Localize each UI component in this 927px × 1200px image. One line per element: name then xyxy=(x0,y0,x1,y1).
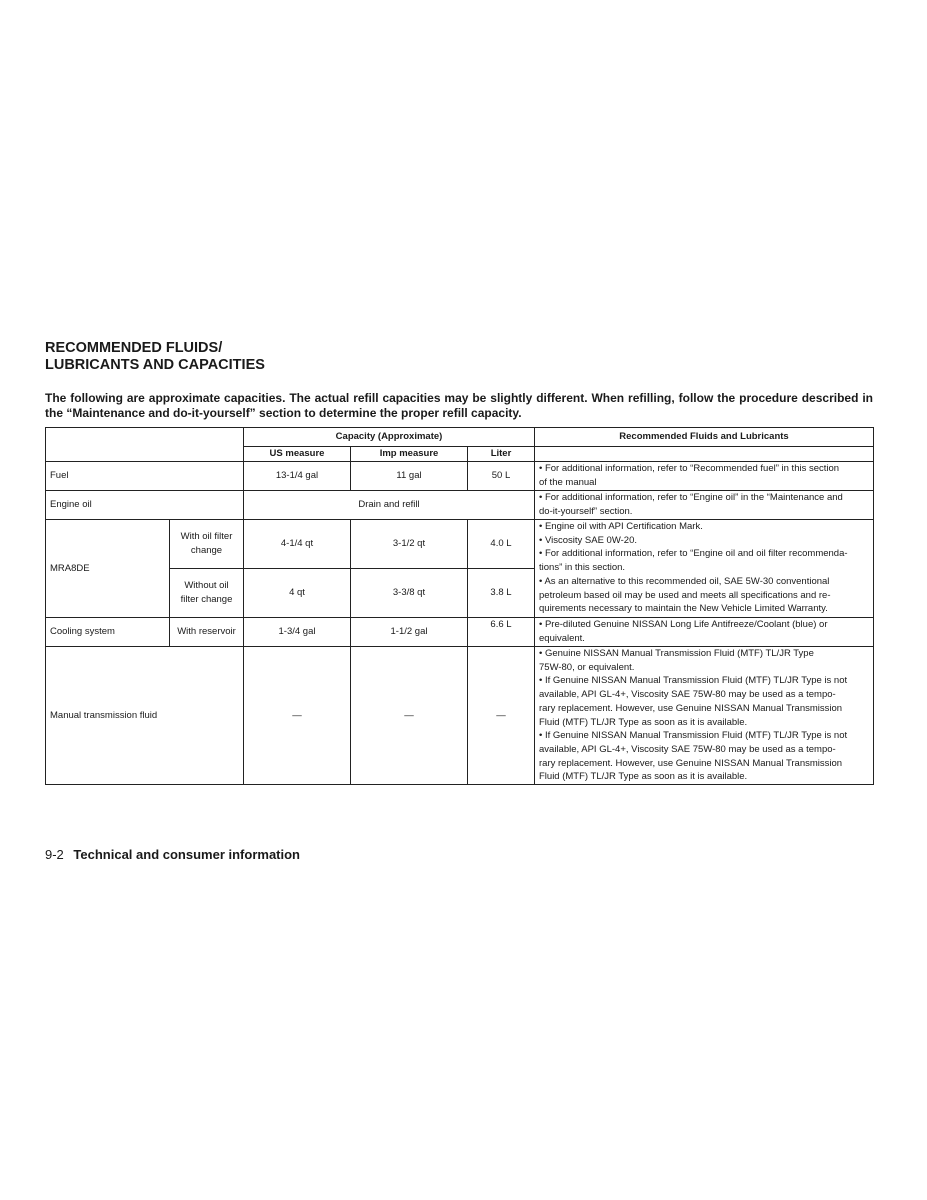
table-row xyxy=(46,520,874,569)
note-line: equivalent. xyxy=(539,632,585,644)
without-oil-filter-label xyxy=(170,569,244,618)
note-line: tions” in this section. xyxy=(539,562,626,574)
with-filter-imp: 3-1/2 qt xyxy=(351,520,468,569)
header-us-measure: US measure xyxy=(244,447,351,462)
row-label-mra8de: MRA8DE xyxy=(46,520,170,618)
header-liter: Liter xyxy=(468,447,535,462)
cooling-imp: 1-1/2 gal xyxy=(351,618,468,647)
heading-line-1: RECOMMENDED FLUIDS/ xyxy=(45,340,223,356)
without-filter-line2: filter change xyxy=(180,594,233,605)
section-heading xyxy=(45,340,545,374)
manual-trans-us: — xyxy=(244,647,351,785)
manual-trans-imp: — xyxy=(351,647,468,785)
note-line: available, API GL-4+, Viscosity SAE 75W-80 may be used as a tempo- xyxy=(539,689,836,701)
engine-oil-value: Drain and refill xyxy=(244,491,535,520)
table-row xyxy=(46,462,874,491)
fuel-notes xyxy=(535,462,874,491)
note-line: do-it-yourself” section. xyxy=(539,505,633,517)
note-line: rary replacement. However, use Genuine NISSAN Manual Transmission xyxy=(539,757,843,769)
manual-trans-liter: — xyxy=(468,647,535,785)
note-line: • Viscosity SAE 0W-20. xyxy=(539,534,638,546)
note-line: petroleum based oil may be used and meets all specifications and re- xyxy=(539,589,831,601)
note-line: rary replacement. However, use Genuine NISSAN Manual Transmission xyxy=(539,702,843,714)
fuel-liter: 50 L xyxy=(468,462,535,491)
note-line: • Engine oil with API Certification Mark. xyxy=(539,521,703,532)
without-filter-imp: 3-3/8 qt xyxy=(351,569,468,618)
note-line: • Pre-diluted Genuine NISSAN Long Life Antifreeze/Coolant (blue) or xyxy=(539,619,828,630)
fuel-imp: 11 gal xyxy=(351,462,468,491)
with-oil-filter-label xyxy=(170,520,244,569)
note-line: available, API GL-4+, Viscosity SAE 75W-80 may be used as a tempo- xyxy=(539,743,836,755)
table-row xyxy=(46,491,874,520)
chapter-title: Technical and consumer information xyxy=(73,847,300,862)
header-blank-cell xyxy=(46,428,244,462)
without-filter-line1: Without oil xyxy=(184,580,229,592)
note-line: Fluid (MTF) TL/JR Type as soon as it is available. xyxy=(539,716,748,728)
without-filter-us: 4 qt xyxy=(244,569,351,618)
note-line: • For additional information, refer to “Engine oil and oil filter recommenda- xyxy=(539,548,848,560)
header-imp-measure: Imp measure xyxy=(351,447,468,462)
cooling-us: 1-3/4 gal xyxy=(244,618,351,647)
with-filter-line1: With oil filter xyxy=(180,531,233,543)
note-line: of the manual xyxy=(539,476,597,488)
manual-trans-notes xyxy=(535,647,874,785)
table-row xyxy=(46,618,874,647)
engine-oil-notes xyxy=(535,491,874,520)
cooling-sub-label: With reservoir xyxy=(170,618,244,647)
note-line: • If Genuine NISSAN Manual Transmission Fluid (MTF) TL/JR Type is not xyxy=(539,730,848,742)
note-line: • For additional information, refer to “Engine oil” in the “Maintenance and xyxy=(539,492,843,503)
cooling-notes xyxy=(535,618,874,647)
page-footer xyxy=(45,847,300,863)
note-line: • If Genuine NISSAN Manual Transmission Fluid (MTF) TL/JR Type is not xyxy=(539,675,848,687)
header-recommended-blank xyxy=(535,447,874,462)
cooling-liter: 6.6 L xyxy=(468,618,535,647)
table-header-row xyxy=(46,428,874,447)
capacities-table xyxy=(45,427,874,785)
row-label-manual-transmission: Manual transmission fluid xyxy=(46,647,244,785)
note-line: Fluid (MTF) TL/JR Type as soon as it is available. xyxy=(539,771,748,783)
note-line: • Genuine NISSAN Manual Transmission Fluid (MTF) TL/JR Type xyxy=(539,648,814,659)
mra8de-notes xyxy=(535,520,874,618)
row-label-engine-oil: Engine oil xyxy=(46,491,244,520)
with-filter-liter: 4.0 L xyxy=(468,520,535,569)
header-capacity: Capacity (Approximate) xyxy=(244,428,535,447)
note-line: • For additional information, refer to “Recommended fuel” in this section xyxy=(539,463,840,474)
fuel-us: 13-1/4 gal xyxy=(244,462,351,491)
intro-paragraph: The following are approximate capacities. The actual refill capacities may be slightly different. When refilling, follow the procedure described in the “Maintenance and do-it-yourself” section to determine the proper refill capacity. xyxy=(45,391,873,420)
table-row xyxy=(46,647,874,785)
heading-line-2: LUBRICANTS AND CAPACITIES xyxy=(45,357,265,373)
note-line: • As an alternative to this recommended oil, SAE 5W-30 conventional xyxy=(539,575,830,587)
header-recommended: Recommended Fluids and Lubricants xyxy=(535,428,874,447)
note-line: 75W-80, or equivalent. xyxy=(539,661,635,673)
with-filter-line2: change xyxy=(190,545,223,556)
with-filter-us: 4-1/4 qt xyxy=(244,520,351,569)
page-number: 9-2 xyxy=(45,847,64,862)
without-filter-liter: 3.8 L xyxy=(468,569,535,618)
row-label-fuel: Fuel xyxy=(46,462,244,491)
note-line: quirements necessary to maintain the New Vehicle Limited Warranty. xyxy=(539,603,828,615)
row-label-cooling: Cooling system xyxy=(46,618,170,647)
